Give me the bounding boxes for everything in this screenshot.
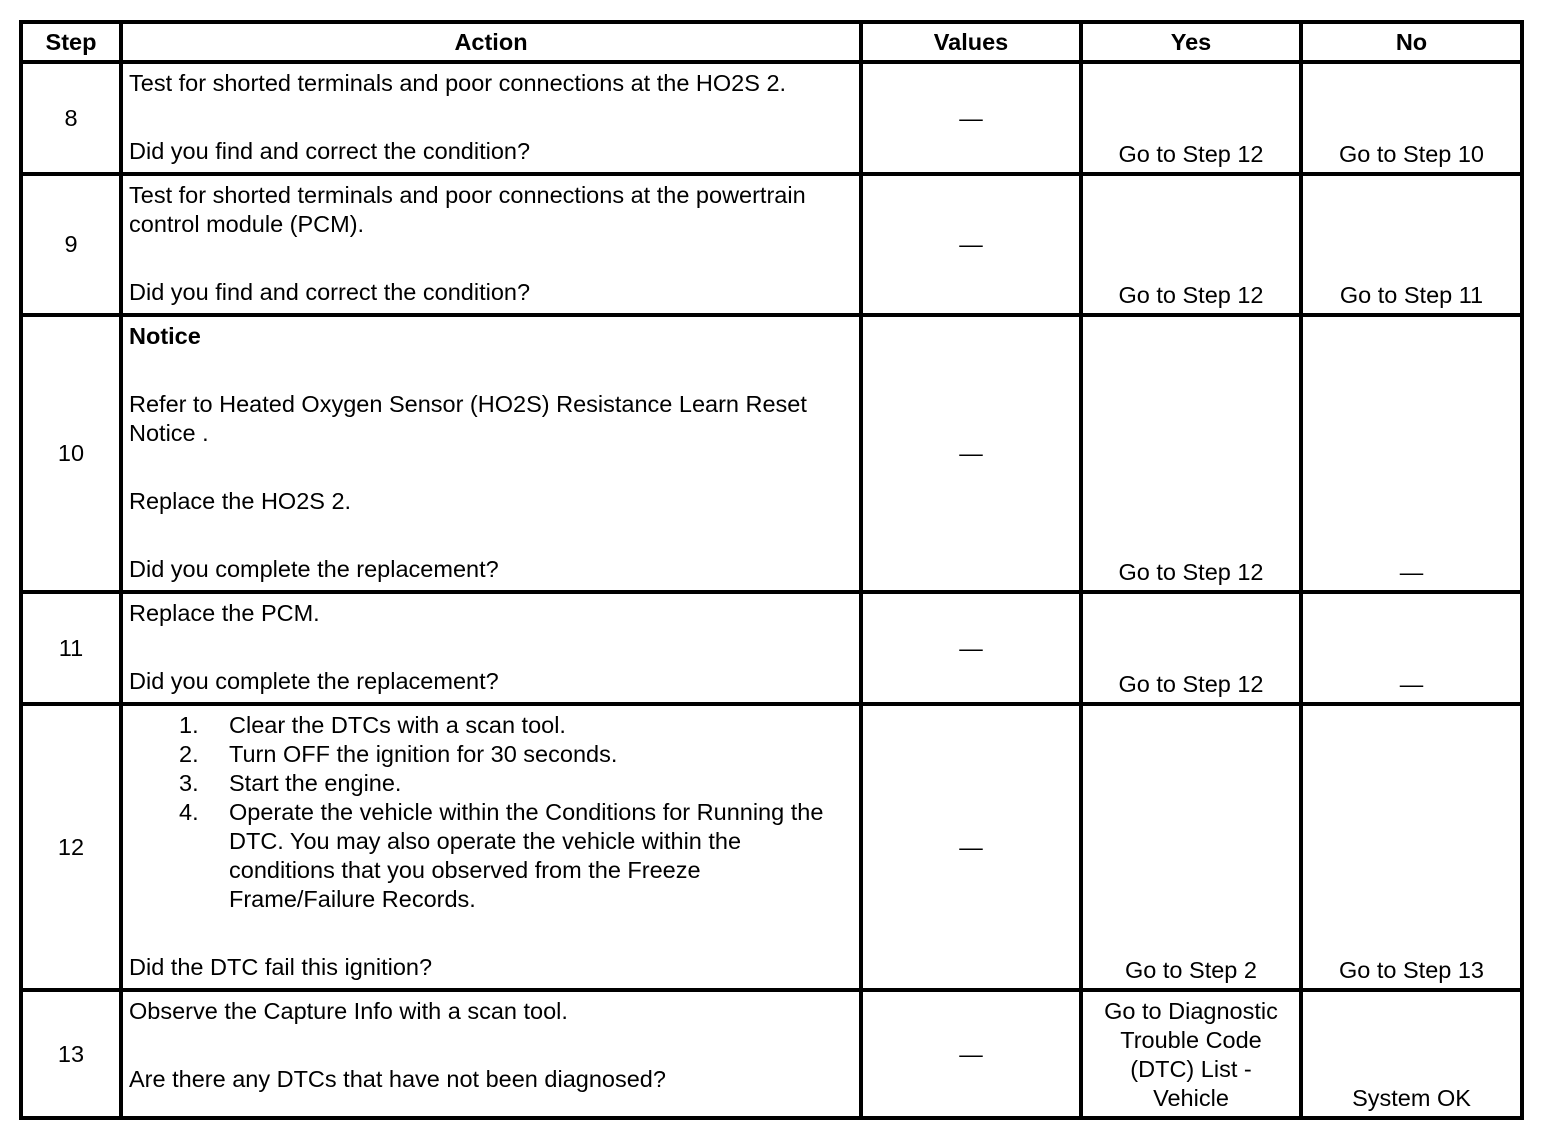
action-instruction: Replace the PCM. — [129, 600, 320, 626]
action-question: Did the DTC fail this ignition? — [129, 954, 433, 980]
no-cell: Go to Step 10 — [1301, 62, 1522, 174]
action-notice-text: Refer to Heated Oxygen Sensor (HO2S) Resistance Learn Reset Notice . — [129, 391, 807, 446]
header-yes: Yes — [1081, 22, 1301, 62]
header-row — [21, 22, 1522, 62]
action-cell — [121, 990, 861, 1118]
header-no: No — [1301, 22, 1522, 62]
action-question: Did you complete the replacement? — [129, 556, 499, 582]
values-cell: — — [861, 315, 1081, 592]
list-item-number: 2. — [179, 741, 199, 767]
table-row-step-8 — [21, 62, 1522, 174]
action-instruction: Test for shorted terminals and poor connections at the powertrain control module (PCM). — [129, 182, 806, 237]
action-cell — [121, 315, 861, 592]
action-instruction: Observe the Capture Info with a scan tool. — [129, 998, 568, 1024]
step-number: 9 — [21, 174, 121, 315]
action-question: Are there any DTCs that have not been diagnosed? — [129, 1066, 666, 1092]
list-item — [179, 798, 853, 914]
header-step: Step — [21, 22, 121, 62]
table-row-step-9 — [21, 174, 1522, 315]
no-cell: — — [1301, 592, 1522, 704]
table-row-step-12 — [21, 704, 1522, 990]
values-cell: — — [861, 990, 1081, 1118]
values-cell: — — [861, 174, 1081, 315]
list-item — [179, 740, 853, 769]
yes-cell: Go to Step 2 — [1081, 704, 1301, 990]
values-cell: — — [861, 592, 1081, 704]
yes-cell: Go to Step 12 — [1081, 62, 1301, 174]
action-instruction: Test for shorted terminals and poor connections at the HO2S 2. — [129, 70, 787, 96]
action-question: Did you find and correct the condition? — [129, 279, 531, 305]
action-instruction: Replace the HO2S 2. — [129, 488, 352, 514]
no-cell: Go to Step 13 — [1301, 704, 1522, 990]
header-values: Values — [861, 22, 1081, 62]
action-question: Did you complete the replacement? — [129, 668, 499, 694]
step-number: 8 — [21, 62, 121, 174]
yes-cell: Go to Step 12 — [1081, 315, 1301, 592]
diagnostic-table — [19, 20, 1524, 1120]
list-item-text: Start the engine. — [229, 770, 402, 796]
action-cell — [121, 704, 861, 990]
list-item-text: Turn OFF the ignition for 30 seconds. — [229, 741, 618, 767]
notice-label: Notice — [129, 323, 201, 349]
list-item-text: Clear the DTCs with a scan tool. — [229, 712, 566, 738]
list-item-number: 4. — [179, 799, 199, 825]
list-item-text: Operate the vehicle within the Conditions for Running the DTC. You may also operate the vehicle within the conditions that you observed from the Freeze Frame/Failure Records. — [229, 799, 824, 912]
action-cell — [121, 62, 861, 174]
procedure-list — [129, 711, 853, 914]
table-row-step-11 — [21, 592, 1522, 704]
no-cell: System OK — [1301, 990, 1522, 1118]
step-number: 13 — [21, 990, 121, 1118]
step-number: 11 — [21, 592, 121, 704]
yes-cell: Go to Diagnostic Trouble Code (DTC) List - Vehicle — [1081, 990, 1301, 1118]
list-item — [179, 769, 853, 798]
no-cell: Go to Step 11 — [1301, 174, 1522, 315]
list-item — [179, 711, 853, 740]
yes-cell: Go to Step 12 — [1081, 174, 1301, 315]
table-row-step-13 — [21, 990, 1522, 1118]
action-cell — [121, 174, 861, 315]
list-item-number: 3. — [179, 770, 199, 796]
header-action: Action — [121, 22, 861, 62]
step-number: 12 — [21, 704, 121, 990]
values-cell: — — [861, 62, 1081, 174]
table-row-step-10 — [21, 315, 1522, 592]
action-question: Did you find and correct the condition? — [129, 138, 531, 164]
action-cell — [121, 592, 861, 704]
list-item-number: 1. — [179, 712, 199, 738]
no-cell: — — [1301, 315, 1522, 592]
step-number: 10 — [21, 315, 121, 592]
yes-cell: Go to Step 12 — [1081, 592, 1301, 704]
values-cell: — — [861, 704, 1081, 990]
